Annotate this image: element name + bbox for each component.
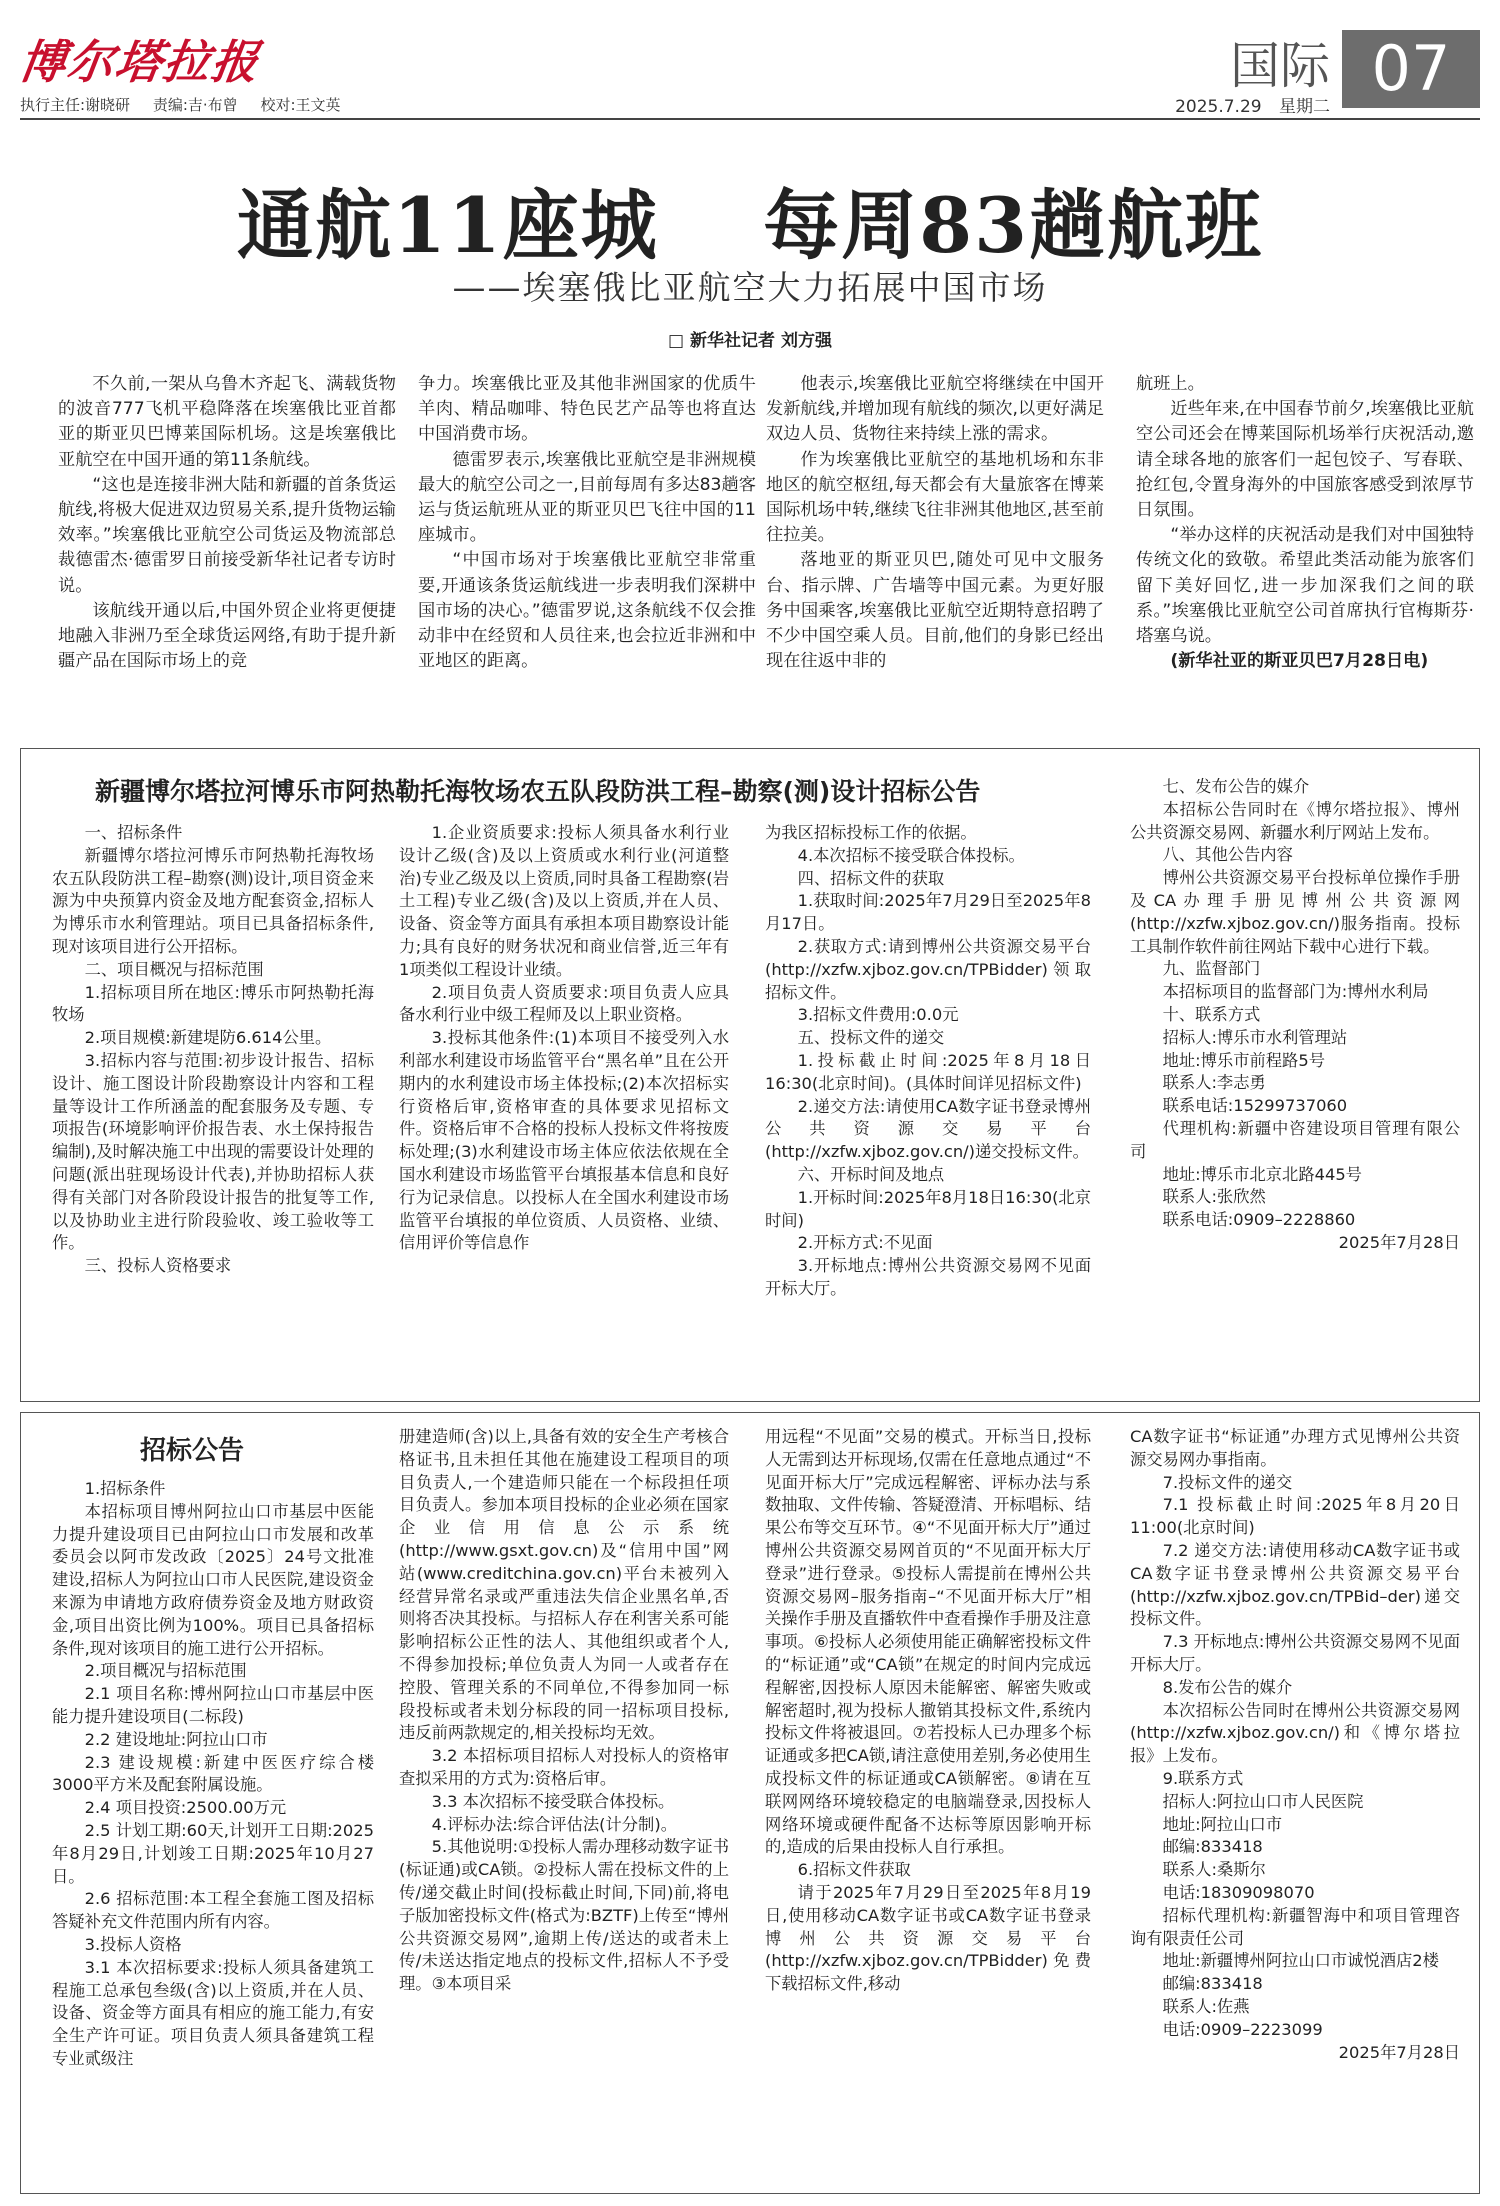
tender-2-column-2 — [399, 1426, 729, 1996]
paragraph: 新疆博尔塔拉河博乐市阿热勒托海牧场农五队段防洪工程–勘察(测)设计,项目资金来源为中央预算内资金及地方配套资金,招标人为博乐市水利管理站。项目已具备招标条件,现对该项目进行公开招标。 — [52, 845, 374, 956]
paragraph: “这也是连接非洲大陆和新疆的首条货运航线,将极大促进双边贸易关系,提升货物运输效率。”埃塞俄比亚航空公司货运及物流部总裁德雷杰·德雷罗日前接受新华社记者专访时说。 — [58, 474, 396, 596]
tender-notice-2-title: 招标公告 — [140, 1436, 245, 1466]
paragraph: CA数字证书“标证通”办理方式见博州公共资源交易网办事指南。 — [1130, 1427, 1460, 1469]
section-heading: 六、开标时间及地点 — [797, 1164, 945, 1184]
section-heading: 6.招标文件获取 — [797, 1860, 911, 1880]
paragraph: 他表示,埃塞俄比亚航空将继续在中国开发新航线,并增加现有航线的频次,以更好满足双边人员、货物往来持续上涨的需求。 — [766, 374, 1104, 445]
tender-1-column-1 — [52, 822, 374, 1278]
issue-date — [1163, 92, 1330, 117]
paragraph: 用远程“不见面”交易的模式。开标当日,投标人无需到达开标现场,仅需在任意地点通过“不见面开标大厅”完成远程解密、评标办法与系数抽取、文件传输、答疑澄清、开标唱标、结果公布等交互环节。④“不见面开标大厅”通过博州公共资源交易网首页的“不见面开标大厅登录”进行登录。⑤投标人需提前在博州公共资源交易网–服务指南–“不见面开标大厅”相关操作手册及直播软件中查看操作手册及注意事项。⑥投标人必须使用能正确解密投标文件的“标证通”或“CA锁”在规定的时间内完成远程解密,因投标人原因未能解密、解密失败或解密超时,视为投标人撤销其投标文件,系统内投标文件将被退回。⑦若投标人已办理多个标证通或多把CA锁,请注意使用差别,务必使用生成投标文件的标证通或CA锁解密。⑧请在互联网网络环境较稳定的电脑端登录,因投标人网络环境或硬件配备不达标等原因影响开标的,造成的后果由投标人自行承担。 — [765, 1427, 1091, 1857]
contact-line: 代理机构:新疆中咨建设项目管理有限公司 — [1130, 1118, 1460, 1161]
staff-editor: 执行主任:谢晓研 — [20, 96, 131, 114]
staff-proofreader: 校对:王文英 — [260, 96, 341, 114]
paragraph: 本招标项目博州阿拉山口市基层中医能力提升建设项目已由阿拉山口市发展和改革委员会以阿市发改政〔2025〕24号文批准建设,招标人为阿拉山口市人民医院,建设资金来源为申请地方政府债券资金及地方财政资金,项目出资比例为100%。项目已具备招标条件,现对该项目的施工进行公开招标。 — [52, 1501, 374, 1658]
paragraph: 本次招标公告同时在博州公共资源交易网(http://xzfw.xjboz.gov.cn/)和《博尔塔拉报》上发布。 — [1130, 1700, 1460, 1766]
paragraph: 3.1 本次招标要求:投标人须具备建筑工程施工总承包叁级(含)以上资质,并在人员、设备、资金等方面具有相应的施工能力,有安全生产许可证。项目负责人须具备建筑工程专业贰级注 — [52, 1957, 374, 2068]
contact-line: 地址:新疆博州阿拉山口市诚悦酒店2楼 — [1162, 1951, 1439, 1971]
article-column-1 — [58, 372, 396, 674]
contact-line: 地址:阿拉山口市 — [1162, 1814, 1283, 1834]
contact-line: 联系电话:0909–2228860 — [1162, 1210, 1356, 1230]
paragraph: 7.2 递交方法:请使用移动CA数字证书或CA数字证书登录博州公共资源交易平台(http://xzfw.xjboz.gov.cn/TPBid–der)递交投标文件。 — [1130, 1540, 1460, 1629]
section-heading: 七、发布公告的媒介 — [1162, 777, 1310, 796]
section-heading: 3.投标人资格 — [84, 1934, 182, 1954]
paragraph: 请于2025年7月29日至2025年8月19日,使用移动CA数字证书或CA数字证书登录博州公共资源交易平台(http://xzfw.xjboz.gov.cn/TPBidder)免费下载招标文件,移动 — [765, 1882, 1091, 1994]
paragraph: 近些年来,在中国春节前夕,埃塞俄比亚航空公司还会在博莱国际机场举行庆祝活动,邀请全球各地的旅客们一起包饺子、写春联、抢红包,令置身海外的中国旅客感受到浓厚节日氛围。 — [1136, 399, 1474, 521]
paragraph: 2.1 项目名称:博州阿拉山口市基层中医能力提升建设项目(二标段) — [52, 1684, 374, 1726]
tender-notice-1-title: 新疆博尔塔拉河博乐市阿热勒托海牧场农五队段防洪工程–勘察(测)设计招标公告 — [95, 777, 981, 806]
paragraph: 1.企业资质要求:投标人须具备水利行业设计乙级(含)及以上资质或水利行业(河道整治)专业乙级及以上资质,同时具备工程勘察(岩土工程)专业乙级(含)及以上资质,并在人员、设备、资金等方面具有承担本项目勘察设计能力;具有良好的财务状况和商业信誉,近三年有1项类似工程设计业绩。 — [399, 823, 729, 979]
contact-line: 邮编:833418 — [1162, 1837, 1263, 1857]
paragraph: 该航线开通以后,中国外贸企业将更便捷地融入非洲乃至全球货运网络,有助于提升新疆产品在国际市场上的竞 — [58, 600, 396, 672]
staff-responsible-editor: 责编:吉·布曾 — [152, 96, 238, 114]
paragraph: 本招标公告同时在《博尔塔拉报》、博州公共资源交易网、新疆水利厅网站上发布。 — [1130, 799, 1460, 842]
article-column-2 — [418, 372, 756, 674]
paragraph: 2.3 建设规模:新建中医医疗综合楼3000平方米及配套附属设施。 — [52, 1752, 374, 1795]
paragraph: 5.其他说明:①投标人需办理移动数字证书(标证通)或CA锁。②投标人需在投标文件的上传/递交截止时间(投标截止时间,下同)前,将电子版加密投标文件(格式为:BZTF)上传至“博州公共资源交易网”,逾期上传/送达的或者未上传/未送达指定地点的投标文件,招标人不予受理。③本项目采 — [399, 1837, 729, 1994]
paragraph: “举办这样的庆祝活动是我们对中国独特传统文化的致敬。希望此类活动能为旅客们留下美好回忆,进一步加深我们之间的联系。”埃塞俄比亚航空公司首席执行官梅斯芬·塔塞乌说。 — [1136, 525, 1474, 647]
contact-line: 联系人:桑斯尔 — [1162, 1860, 1266, 1880]
paragraph: “中国市场对于埃塞俄比亚航空非常重要,开通该条货运航线进一步表明我们深耕中国市场的决心。”德雷罗说,这条航线不仅会推动非中在经贸和人员往来,也会拉近非洲和中亚地区的距离。 — [418, 550, 756, 672]
section-heading: 四、招标文件的获取 — [797, 868, 945, 888]
paragraph: 2.5 计划工期:60天,计划开工日期:2025年8月29日,计划竣工日期:2025年10月27日。 — [52, 1820, 374, 1886]
staff-line — [20, 94, 359, 115]
paragraph: 3.招标文件费用:0.0元 — [797, 1005, 959, 1025]
article-subtitle: ——埃塞俄比亚航空大力拓展中国市场 — [452, 268, 1048, 307]
section-heading: 一、招标条件 — [84, 823, 183, 842]
notice-date: 2025年7月28日 — [1338, 2042, 1460, 2062]
tender-1-column-4 — [1130, 776, 1460, 1255]
paragraph: 为我区招标投标工作的依据。 — [765, 823, 977, 842]
page-number: 07 — [1342, 30, 1480, 108]
paragraph: 落地亚的斯亚贝巴,随处可见中文服务台、指示牌、广告墙等中国元素。为更好服务中国乘客,埃塞俄比亚航空近期特意招聘了不少中国空乘人员。目前,他们的身影已经出现在往返中非的 — [766, 550, 1104, 672]
section-heading: 8.发布公告的媒介 — [1162, 1677, 1293, 1697]
paragraph: 作为埃塞俄比亚航空的基地机场和东非地区的航空枢纽,每天都会有大量旅客在博莱国际机场中转,继续飞往非洲其他地区,甚至前往拉美。 — [766, 449, 1104, 546]
paragraph: 不久前,一架从乌鲁木齐起飞、满载货物的波音777飞机平稳降落在埃塞俄比亚首都亚的斯亚贝巴博莱国际机场。这是埃塞俄比亚航空在中国开通的第11条航线。 — [58, 374, 396, 470]
paragraph: 7.1 投标截止时间:2025年8月20日11:00(北京时间) — [1130, 1495, 1460, 1538]
paragraph: 3.投标其他条件:(1)本项目不接受列入水利部水利建设市场监管平台“黑名单”且在公开期内的水利建设市场主体投标;(2)本次招标实行资格后审,资格审查的具体要求见招标文件。资格后审不合格的投标人投标文件将按废标处理;(3)水利建设市场主体应依法依规在全国水利建设市场监管平台填报基本信息和良好行为记录信息。以投标人在全国水利建设市场监管平台填报的单位资质、人员资格、业绩、信用评价等信息作 — [399, 1028, 729, 1253]
masthead — [15, 26, 1480, 117]
paragraph: 册建造师(含)以上,具备有效的安全生产考核合格证书,且未担任其他在施建设工程项目的项目负责人,一个建造师只能在一个标段担任项目负责人。参加本项目投标的企业必须在国家企业信用信息公示系统(http://www.gsxt.gov.cn)及“信用中国”网站(www.creditchina.gov.cn)平台未被列入经营异常名录或严重违法失信企业黑名单,否则将否决其投标。与招标人存在利害关系可能影响招标公正性的法人、其他组织或者个人,不得参加投标;单位负责人为同一人或者存在控股、管理关系的不同单位,不得参加同一标段投标或者未划分标段的同一招标项目投标,违反前两款规定的,相关投标均无效。 — [399, 1427, 729, 1743]
article-headline — [0, 165, 1500, 274]
contact-line: 联系电话:15299737060 — [1162, 1096, 1348, 1116]
tender-2-column-1 — [52, 1478, 374, 2071]
contact-line: 电话:18309098070 — [1162, 1882, 1315, 1902]
paragraph: 3.开标地点:博州公共资源交易网不见面开标大厅。 — [765, 1256, 1091, 1298]
header-rule — [20, 118, 1480, 120]
dateline: (新华社亚的斯亚贝巴7月28日电) — [1170, 651, 1429, 672]
section-heading: 7.投标文件的递交 — [1162, 1472, 1293, 1492]
paragraph: 3.招标内容与范围:初步设计报告、招标设计、施工图设计阶段勘察设计内容和工程量等设计工作所涵盖的配套服务及专题、专项报告(环境影响评价报告表、水土保持报告编制),及时解决施工中出现的需要设计处理的问题(派出驻现场设计代表),并协助招标人获得有关部门对各阶段设计报告的批复等工作,以及协助业主进行阶段验收、竣工验收等工作。 — [52, 1050, 374, 1253]
paragraph: 本招标项目的监督部门为:博州水利局 — [1162, 982, 1429, 1002]
contact-line: 联系人:张欣然 — [1162, 1187, 1266, 1207]
paragraph: 2.开标方式:不见面 — [797, 1233, 933, 1253]
contact-line: 邮编:833418 — [1162, 1974, 1263, 1994]
paragraph: 1.获取时间:2025年7月29日至2025年8月17日。 — [765, 891, 1091, 934]
notice-date: 2025年7月28日 — [1338, 1232, 1460, 1252]
paragraph: 博州公共资源交易平台投标单位操作手册及CA办理手册见博州公共资源网(http://xzfw.xjboz.gov.cn/)服务指南。投标工具制作软件前往网站下载中心进行下载。 — [1130, 868, 1460, 956]
paragraph: 2.6 招标范围:本工程全套施工图及招标答疑补充文件范围内所有内容。 — [52, 1889, 374, 1932]
paragraph: 1.招标项目所在地区:博乐市阿热勒托海牧场 — [52, 982, 374, 1025]
headline-part-2: 每周83趟航班 — [763, 181, 1263, 270]
section-heading: 1.招标条件 — [84, 1479, 166, 1498]
paragraph: 德雷罗表示,埃塞俄比亚航空是非洲规模最大的航空公司之一,目前每周有多达83趟客运与货运航班从亚的斯亚贝巴飞往中国的11座城市。 — [418, 449, 756, 546]
article-byline: □ 新华社记者 刘方强 — [668, 331, 832, 351]
contact-line: 招标代理机构:新疆智海中和项目管理咨询有限责任公司 — [1130, 1905, 1460, 1948]
paragraph: 2.2 建设地址:阿拉山口市 — [84, 1729, 268, 1749]
section-label: 国际 — [1230, 37, 1330, 95]
paragraph: 2.4 项目投资:2500.00万元 — [84, 1798, 287, 1818]
tender-2-column-3 — [765, 1426, 1091, 1996]
contact-line: 地址:博乐市北京北路445号 — [1162, 1164, 1362, 1184]
article-column-3 — [766, 372, 1104, 674]
section-heading: 九、监督部门 — [1162, 959, 1261, 979]
section-heading: 五、投标文件的递交 — [797, 1028, 945, 1048]
contact-line: 联系人:佐燕 — [1162, 1996, 1250, 2016]
article-column-4 — [1136, 372, 1474, 674]
tender-2-column-4 — [1130, 1426, 1460, 2064]
paragraph: 3.3 本次招标不接受联合体投标。 — [431, 1791, 675, 1811]
paragraph: 1.投标截止时间:2025年8月18日16:30(北京时间)。(具体时间详见招标文件) — [765, 1050, 1091, 1093]
contact-line: 电话:0909–2223099 — [1162, 2019, 1323, 2039]
paragraph: 2.项目负责人资质要求:项目负责人应具备水利行业中级工程师及以上职业资格。 — [399, 982, 729, 1025]
contact-line: 招标人:博乐市水利管理站 — [1162, 1027, 1348, 1047]
section-heading: 三、投标人资格要求 — [84, 1256, 232, 1276]
paragraph: 3.2 本招标项目招标人对投标人的资格审查拟采用的方式为:资格后审。 — [399, 1746, 729, 1788]
paragraph: 4.评标办法:综合评估法(计分制)。 — [431, 1814, 677, 1834]
paragraph: 4.本次招标不接受联合体投标。 — [797, 845, 1025, 865]
contact-line: 地址:博乐市前程路5号 — [1162, 1050, 1325, 1070]
contact-line: 联系人:李志勇 — [1162, 1073, 1266, 1093]
date-text: 2025.7.29 — [1175, 97, 1262, 117]
section-heading: 十、联系方式 — [1162, 1004, 1261, 1024]
paragraph: 航班上。 — [1136, 374, 1205, 394]
tender-1-column-2 — [399, 822, 729, 1255]
paragraph: 1.开标时间:2025年8月18日16:30(北京时间) — [765, 1187, 1091, 1230]
section-heading: 2.项目概况与招标范围 — [84, 1661, 247, 1681]
section-heading: 9.联系方式 — [1162, 1768, 1244, 1788]
headline-part-1: 通航11座城 — [237, 181, 659, 270]
paragraph: 争力。埃塞俄比亚及其他非洲国家的优质牛羊肉、精品咖啡、特色民艺产品等也将直达中国消费市场。 — [418, 374, 756, 445]
paragraph: 7.3 开标地点:博州公共资源交易网不见面开标大厅。 — [1130, 1632, 1460, 1674]
paragraph: 2.递交方法:请使用CA数字证书登录博州公共资源交易平台(http://xzfw.xjboz.gov.cn/)递交投标文件。 — [765, 1096, 1091, 1162]
paragraph: 2.项目规模:新建堤防6.614公里。 — [84, 1028, 332, 1048]
weekday-text: 星期二 — [1279, 97, 1330, 117]
section-heading: 二、项目概况与招标范围 — [84, 959, 264, 979]
newspaper-logo: 博尔塔拉报 — [15, 35, 264, 89]
contact-line: 招标人:阿拉山口市人民医院 — [1162, 1791, 1364, 1811]
tender-1-column-3 — [765, 822, 1091, 1301]
paragraph: 2.获取方式:请到博州公共资源交易平台(http://xzfw.xjboz.gov.cn/TPBidder)领取招标文件。 — [765, 936, 1091, 1002]
section-heading: 八、其他公告内容 — [1162, 845, 1293, 865]
